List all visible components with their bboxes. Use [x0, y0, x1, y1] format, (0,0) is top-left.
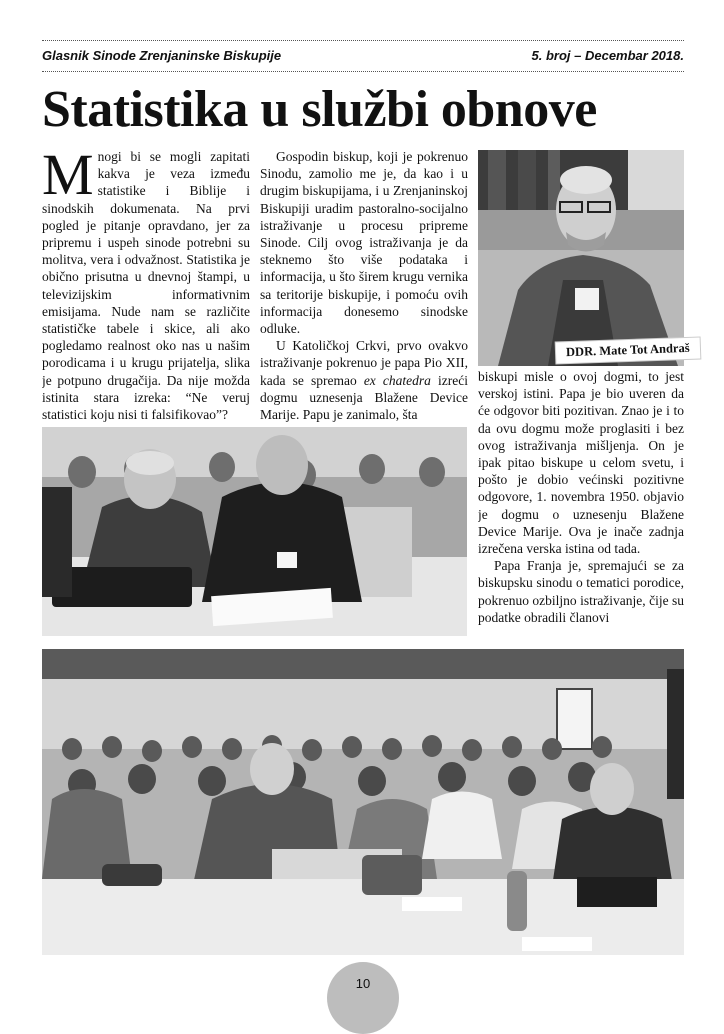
page-number-badge [327, 962, 399, 1034]
paragraph-text: U Katoličkoj Crkvi, prvo ovakvo istraživanje pokrenuo je papa Pio XII, kada se spremao [260, 338, 468, 388]
participants-illustration [42, 427, 467, 636]
assembly-hall-illustration [42, 649, 684, 955]
drop-cap: M [42, 148, 94, 207]
paragraph [42, 148, 250, 423]
portrait-photo [478, 150, 684, 366]
paragraph-text: izreći dogmu uznesenja Blažene Device Marije. Papu je zanimalo, šta [260, 372, 468, 423]
photo-caption: DDR. Mate Tot Andraš [556, 338, 700, 364]
article-title: Statistika u službi obnove [42, 81, 597, 138]
article-column-2 [260, 148, 468, 423]
page-header [42, 40, 684, 72]
paragraph: biskupi misle o ovoj dogmi, to jest verskoj istini. Papa je bio uveren da će odgovor biti pozitivan. Znao je i to da ovu dogmu može proglasiti i bez ovog istraživanja mišljenja. On je ipak pitao biskupe u celom svetu, i pošto je dobio većinski pozitivne odgovore, 1. novembra 1950. objavio je dogmu o uznesenju Blažene Device Marije. Ova je inače zadnja izrečena verska istina od tada. [478, 369, 684, 557]
paragraph [260, 337, 468, 423]
photo-assembly-hall [42, 649, 684, 955]
article-column-1 [42, 148, 250, 424]
page-number: 10 [355, 976, 371, 991]
article-column-3 [478, 368, 684, 642]
publication-name: Glasnik Sinode Zrenjaninske Biskupije [42, 48, 282, 63]
paragraph-text: nogi bi se mogli zapitati kakva je veza između statistike i Biblije i sinodskih dokumenata. Na prvi pogled je pitanje opravdano, jer za pripremu i uspeh sinode potrebni su molitva, vera i odvažnost. Statistika je obično prisutna u dnevnoj štampi, u televizijskim informativnim emisijama. Nude nam se različite statističke tabele i skice, ali ako pogledamo realnost oko nas u našim porodicama i u krugu prijatelja, slika je potpuno drugačija. Da nije možda istinita stara izreka: “Ne veruj statistici koju nisi ti falsifikovao”? [42, 149, 250, 423]
paragraph: Papa Franja je, spremajući se za biskupsku sinodu o tematici porodice, pokrenuo ozbiljno istraživanje, čije su podatke obradili članovi [478, 558, 684, 625]
portrait-illustration [478, 150, 684, 366]
latin-phrase: ex chatedra [363, 372, 431, 388]
photo-participants-writing [42, 427, 467, 636]
paragraph: Gospodin biskup, koji je pokrenuo Sinodu, zamolio me je, da kao i u drugim biskupijama, i u Zrenjaninskoj Biskupiji uradim pastoralno-socijalno istraživanje u procesu pripreme Sinode. Cilj ovog istraživanja je da steknemo što više podataka i informacija, u što širem krugu vernika sa teritorije biskupije, i pomoću ovih informacija donesemo sinodske odluke. [260, 149, 468, 337]
issue-info: 5. broj – Decembar 2018. [531, 48, 684, 63]
